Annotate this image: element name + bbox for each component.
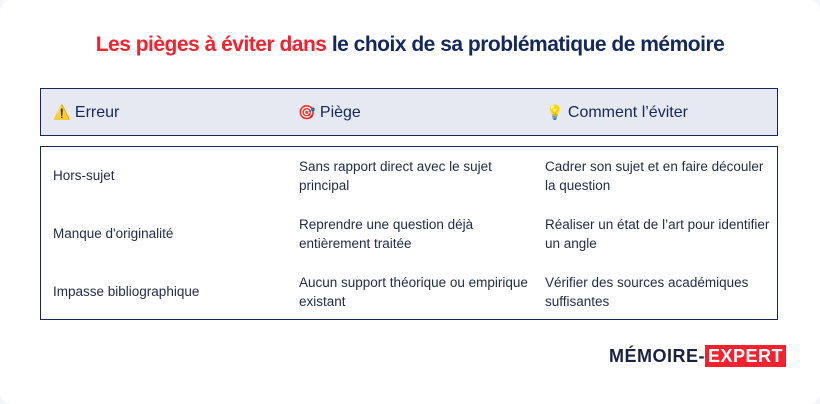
target-icon: 🎯 — [298, 104, 316, 120]
table-cell: Vérifier des sources académiques suffisantes — [545, 275, 749, 309]
table-cell: Cadrer son sujet et en faire découler la question — [545, 159, 764, 193]
lightbulb-icon: 💡 — [546, 104, 564, 120]
table-cell: Manque d'originalité — [53, 226, 174, 241]
table-cell: Réaliser un état de l’art pour identifier un angle — [545, 217, 770, 251]
table-cell: Sans rapport direct avec le sujet principal — [299, 159, 492, 193]
table-cell: Reprendre une question déjà entièrement traitée — [299, 217, 474, 251]
table-cell: Impasse bibliographique — [53, 284, 200, 299]
header-eviter: 💡 Comment l’éviter — [546, 104, 688, 121]
header-piege: 🎯 Piège — [298, 104, 361, 121]
page-title: Les pièges à éviter dans le choix de sa problématique de mémoire — [95, 33, 725, 56]
table-cell: Hors-sujet — [53, 168, 115, 183]
table-header — [40, 88, 778, 136]
header-erreur: ⚠️ Erreur — [53, 104, 120, 121]
warning-icon: ⚠️ — [53, 104, 71, 120]
memoire-expert-logo: MÉMOIRE- EXPERT — [609, 346, 786, 367]
table-body — [40, 146, 778, 320]
table-cell: Aucun support théorique ou empirique existant — [299, 275, 528, 309]
